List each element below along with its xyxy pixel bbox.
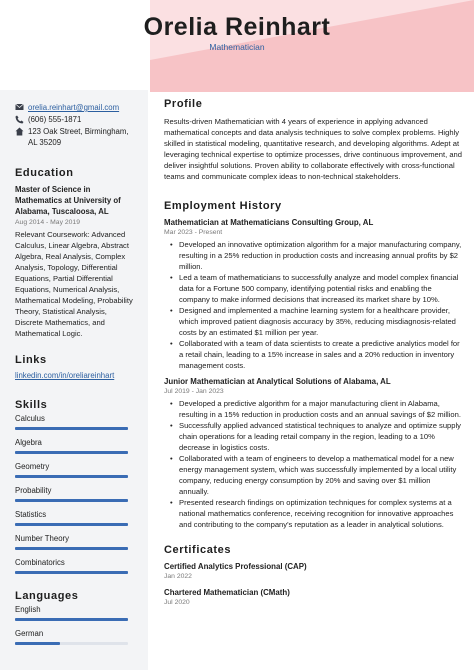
job-bullet: • Developed an innovative optimization algorithm for a major manufacturing company, resulting in a 25% reduction in production costs and increasing annual profits by $2 million. (170, 240, 462, 271)
skill-level-fill (15, 475, 128, 478)
bullet-dot-icon: • (170, 454, 173, 463)
job-bullet: • Designed and implemented a machine learning system for a healthcare provider, which improved patient diagnosis accuracy by 35%, reducing misdiagnosis-related costs by an estimated $1 million per year. (170, 306, 456, 337)
bullet-dot-icon: • (170, 306, 173, 315)
languages-heading: Languages (15, 590, 79, 602)
job-entry (164, 376, 462, 530)
skill-name: Number Theory (15, 534, 70, 543)
job-bullet: • Presented research findings on optimization techniques for complex systems at a national mathematics conference, receiving recognition for innovative approaches and contributing to the company's reputation as a leader in analytical solutions. (170, 498, 454, 529)
job-title: Mathematician at Mathematicians Consulting Group, AL (164, 218, 374, 227)
job-bullets (164, 398, 462, 530)
skill-item (15, 462, 128, 478)
job-bullet: • Collaborated with a team of data scientists to create a predictive analytics model for a retail chain, leading to a 15% increase in sales and a 20% reduction in inventory management costs. (170, 339, 460, 370)
phone-text: (606) 555-1871 (28, 115, 82, 124)
education-degree: Master of Science in Mathematics at University of Alabama, Tuscaloosa, AL (15, 185, 121, 216)
skill-item (15, 558, 128, 574)
bullet-dot-icon: • (170, 498, 173, 507)
phone-icon (15, 114, 28, 124)
education-heading: Education (15, 167, 74, 179)
language-level-fill (15, 642, 60, 645)
skill-level-fill (15, 427, 128, 430)
bullet-dot-icon: • (170, 339, 173, 348)
certificate-item (164, 587, 462, 608)
job-bullet: • Collaborated with a team of engineers to develop a mathematical model for a new energy management system, which was successfully implemented by a local utility company, reducing energy consumption by 20% and saving over $1 million annually. (170, 454, 457, 496)
job-entry (164, 217, 462, 371)
skills-heading: Skills (15, 399, 48, 411)
certificate-name: Certified Analytics Professional (CAP) (164, 562, 307, 571)
skill-name: Calculus (15, 414, 45, 423)
language-name: English (15, 605, 41, 614)
languages-list (15, 605, 148, 645)
job-bullet: • Developed a predictive algorithm for a major manufacturing client in Alabama, resulting in a 15% reduction in production costs and an annual savings of $2 million. (170, 399, 461, 419)
skill-name: Algebra (15, 438, 42, 447)
skill-bar (15, 547, 128, 550)
contact-phone-row (15, 114, 148, 125)
candidate-title: Mathematician (209, 42, 265, 52)
certificate-date: Jan 2022 (164, 573, 192, 580)
contact-address-row (15, 126, 148, 148)
skill-level-fill (15, 571, 128, 574)
job-dates: Jul 2019 - Jan 2023 (164, 388, 224, 395)
skill-level-fill (15, 547, 128, 550)
language-bar (15, 642, 128, 645)
certificate-item (164, 561, 462, 582)
job-dates: Mar 2023 - Present (164, 229, 223, 236)
skill-name: Combinatorics (15, 558, 65, 567)
address-text: 123 Oak Street, Birmingham, AL 35209 (28, 127, 129, 147)
language-item (15, 629, 128, 645)
education-dates: Aug 2014 - May 2019 (15, 219, 80, 226)
linkedin-link[interactable]: linkedin.com/in/oreliareinhart (15, 371, 115, 380)
skill-name: Probability (15, 486, 52, 495)
language-name: German (15, 629, 44, 638)
links-heading: Links (15, 354, 47, 366)
bullet-dot-icon: • (170, 273, 173, 282)
skill-item (15, 414, 128, 430)
skills-list (15, 414, 148, 574)
certificate-date: Jul 2020 (164, 599, 190, 606)
language-item (15, 605, 128, 621)
skill-bar (15, 523, 128, 526)
bullet-dot-icon: • (170, 421, 173, 430)
job-title: Junior Mathematician at Analytical Solutions of Alabama, AL (164, 377, 391, 386)
skill-level-fill (15, 451, 128, 454)
email-link[interactable]: orelia.reinhart@gmail.com (28, 103, 120, 112)
job-bullets (164, 239, 462, 371)
skill-bar (15, 427, 128, 430)
bullet-dot-icon: • (170, 399, 173, 408)
skill-item (15, 534, 128, 550)
job-bullet: • Led a team of mathematicians to successfully analyze and model complex financial data for a Fortune 500 company, identifying potential risks and enabling the company to make informed decisions that increased its market share by 10%. (170, 273, 459, 304)
job-bullet: • Successfully applied advanced statistical techniques to analyze and optimize supply chain operations for a leading retail company in the region, leading to a 10% decrease in logistics costs. (170, 421, 461, 452)
certificate-name: Chartered Mathematician (CMath) (164, 588, 290, 597)
skill-item (15, 510, 128, 526)
bullet-dot-icon: • (170, 240, 173, 249)
skill-name: Geometry (15, 462, 50, 471)
skill-bar (15, 451, 128, 454)
home-icon (15, 126, 28, 136)
education-coursework: Relevant Coursework: Advanced Calculus, Linear Algebra, Abstract Algebra, Real Analysis, Complex Analysis, Topology, Differential Equations, Partial Differential Equations, Numerical Analysis, Mathematical Modeling, Probability Theory, Statistical Analysis, Discrete Mathematics, and Mathematical Logic. (15, 230, 133, 338)
skill-name: Statistics (15, 510, 47, 519)
main-column (164, 98, 462, 608)
skill-level-fill (15, 523, 128, 526)
skill-bar (15, 571, 128, 574)
employment-heading: Employment History (164, 200, 282, 212)
skill-item (15, 438, 128, 454)
language-level-fill (15, 618, 128, 621)
profile-summary: Results-driven Mathematician with 4 years of experience in applying advanced mathematical concepts and data analysis techniques to solve complex problems. Highly skilled in statistical modeling, quantitative research, and developing algorithms. Adept at leveraging technical expertise to optimize processes, drive continuous improvement, and deliver insightful solutions. Proven ability to collaborate effectively with cross-functional teams and communicate complex ideas to non-technical stakeholders. (164, 117, 462, 181)
candidate-name: Orelia Reinhart (143, 13, 331, 41)
profile-heading: Profile (164, 98, 203, 110)
language-bar (15, 618, 128, 621)
certificates-heading: Certificates (164, 544, 232, 556)
sidebar (0, 90, 148, 670)
skill-level-fill (15, 499, 128, 502)
email-icon (15, 102, 28, 111)
skill-bar (15, 475, 128, 478)
contact-email-row (15, 102, 148, 113)
skill-item (15, 486, 128, 502)
skill-bar (15, 499, 128, 502)
